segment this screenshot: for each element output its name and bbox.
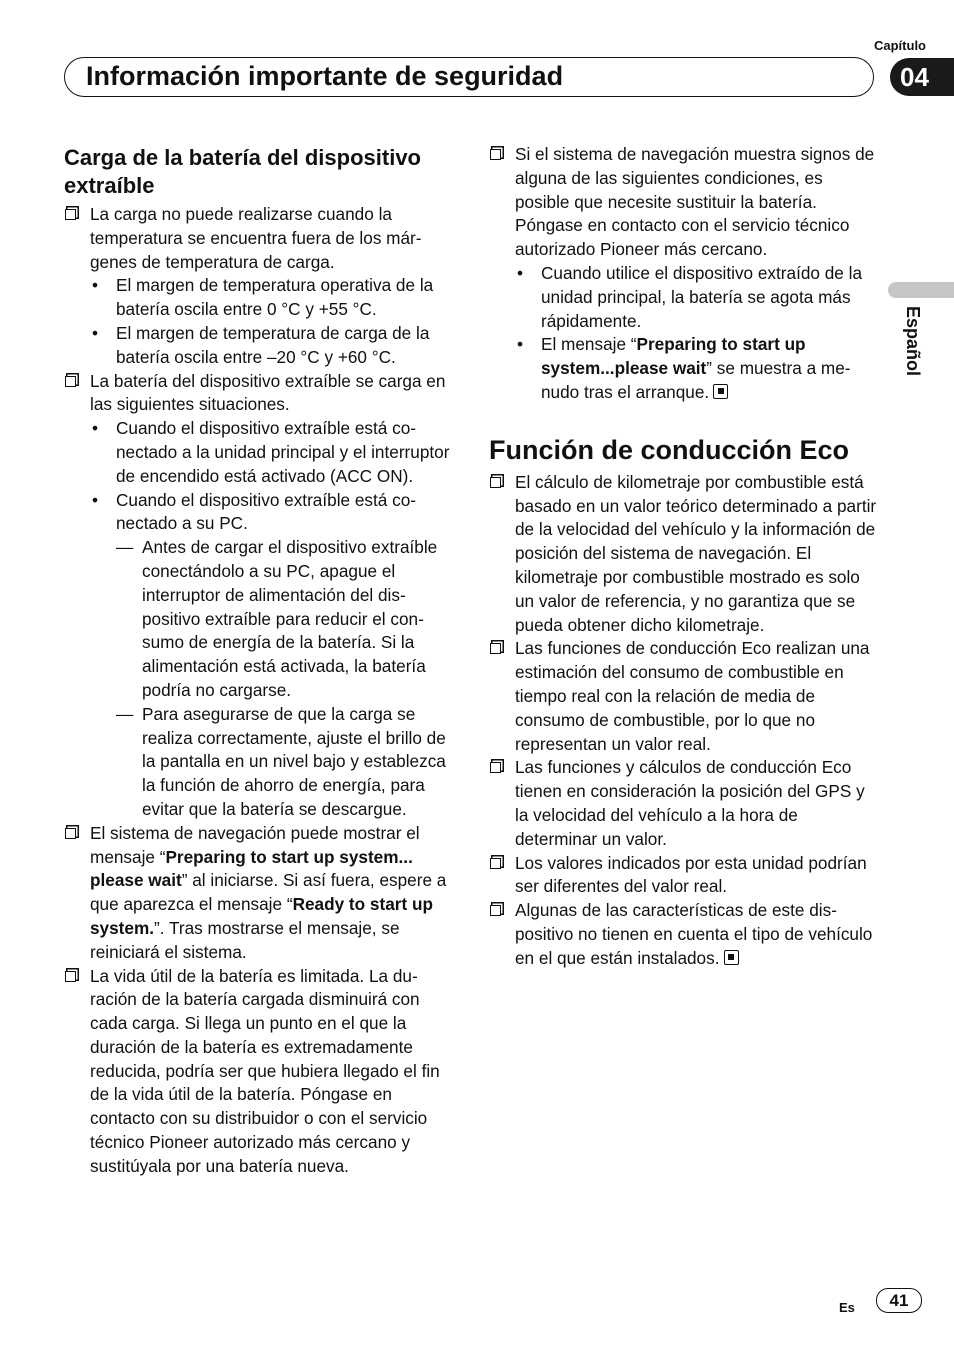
end-of-section-icon bbox=[713, 384, 728, 399]
list-item: Las funciones de conducción Eco realizan una estimación del consumo de combustible en tiempo real con la relación de media de consumo de combustible, por lo que no representan un valor real. bbox=[489, 637, 881, 756]
list-item: Si el sistema de navegación muestra signos de alguna de las siguientes condiciones, es posible que necesite sustituir la batería. bbox=[489, 143, 881, 214]
dash-item: — Para asegurarse de que la carga se realiza correctamente, ajuste el brillo de la pantalla en un nivel bajo y establezca la función de ahorro de energía, para evitar que la batería se descargue. bbox=[116, 703, 446, 819]
end-of-section-icon bbox=[724, 950, 739, 965]
list-item: La carga no puede realizarse cuando la temperatura se encuentra fuera de los márgenes de temperatura de carga. bbox=[64, 203, 454, 274]
chapter-number: 04 bbox=[890, 58, 954, 96]
bullet-icon: • bbox=[92, 418, 99, 439]
bullet-item: • El margen de temperatura operativa de la batería oscila entre 0 °C y +55 °C. bbox=[92, 275, 434, 320]
dash-icon: — bbox=[116, 703, 134, 724]
right-column bbox=[489, 143, 881, 971]
checkbox-bullet-icon bbox=[65, 209, 76, 220]
bullet-icon: • bbox=[92, 322, 99, 343]
paragraph: Póngase en contacto con el servicio técnico autorizado Pioneer más cercano. bbox=[515, 215, 850, 260]
dash-item: — Antes de cargar el dispositivo extraíble conectándolo a su PC, apague el interruptor de alimentación del dispositivo extraíble para reducir el consumo de energía de la batería. Si la alimentación está activada, la batería podría no cargarse. bbox=[116, 537, 438, 700]
checkbox-bullet-icon bbox=[490, 149, 501, 160]
list-item: La vida útil de la batería es limitada. La duración de la batería cargada disminuirá con cada carga. Si llega un punto en el que la duración de la batería es extremadamente reducida, podría ser que hubiera llegado el fin de la vida útil de la batería. Póngase en contacto con su distribuidor o con el servicio técnico Pioneer autorizado más cercano y sustitúyala por una batería nueva. bbox=[64, 965, 454, 1179]
checkbox-bullet-icon bbox=[490, 905, 501, 916]
language-tab-label: Español bbox=[903, 306, 923, 377]
bullet-item: • Cuando utilice el dispositivo extraído de la unidad principal, la batería se agota más rápidamente. bbox=[517, 262, 863, 331]
page-title: Información importante de seguridad bbox=[86, 61, 564, 91]
checkbox-bullet-icon bbox=[490, 762, 501, 773]
bullet-icon: • bbox=[517, 262, 524, 283]
bullet-item: • Cuando el dispositivo extraíble está conectado a la unidad principal y el interruptor de encendido está activado (ACC ON). bbox=[92, 418, 450, 486]
checkbox-bullet-icon bbox=[65, 828, 76, 839]
dash-icon: — bbox=[116, 537, 134, 558]
list-item: El sistema de navegación puede mostrar el mensaje “Preparing to start up system... please wait” al iniciarse. Si así fuera, espere a que aparezca el mensaje “Ready to start up system.”. Tras mostrarse el mensaje, se reiniciará el sistema. bbox=[64, 822, 454, 965]
section-heading-battery: Carga de la batería del dispositivo extraíble bbox=[64, 145, 421, 198]
bullet-item: • El mensaje “Preparing to start up system...please wait” se muestra a menudo tras el arranque. bbox=[517, 334, 851, 402]
list-item: La batería del dispositivo extraíble se carga en las siguientes situaciones. bbox=[64, 370, 454, 418]
checkbox-bullet-icon bbox=[490, 858, 501, 869]
bullet-icon: • bbox=[517, 334, 524, 355]
left-column bbox=[64, 144, 454, 1179]
bullet-item: • Cuando el dispositivo extraíble está conectado a su PC. bbox=[92, 489, 417, 534]
chapter-label: Capítulo bbox=[874, 38, 926, 53]
checkbox-bullet-icon bbox=[65, 971, 76, 982]
list-item: Algunas de las características de este dispositivo no tienen en cuenta el tipo de vehículo en el que están instalados. bbox=[489, 899, 881, 970]
checkbox-bullet-icon bbox=[490, 643, 501, 654]
bullet-icon: • bbox=[92, 489, 99, 510]
page-number: 41 bbox=[876, 1288, 922, 1313]
bullet-item: • El margen de temperatura de carga de la batería oscila entre –20 °C y +60 °C. bbox=[92, 322, 430, 367]
bullet-icon: • bbox=[92, 275, 99, 296]
list-item: Las funciones y cálculos de conducción Eco tienen en consideración la posición del GPS y la velocidad del vehículo a la hora de determinar un valor. bbox=[489, 756, 881, 851]
checkbox-bullet-icon bbox=[490, 477, 501, 488]
language-tab bbox=[895, 306, 935, 426]
section-heading-eco: Función de conducción Eco bbox=[489, 434, 850, 465]
checkbox-bullet-icon bbox=[65, 376, 76, 387]
footer-language: Es bbox=[839, 1300, 855, 1315]
list-item: El cálculo de kilometraje por combustible está basado en un valor teórico determinado a partir de la velocidad del vehículo y la información de posición del sistema de navegación. El kilometraje por combustible mostrado es solo un valor de referencia, y no garantiza que se pueda obtener dicho kilometraje. bbox=[489, 471, 881, 638]
list-item: Los valores indicados por esta unidad podrían ser diferentes del valor real. bbox=[489, 852, 881, 900]
language-tab-marker bbox=[888, 282, 954, 298]
